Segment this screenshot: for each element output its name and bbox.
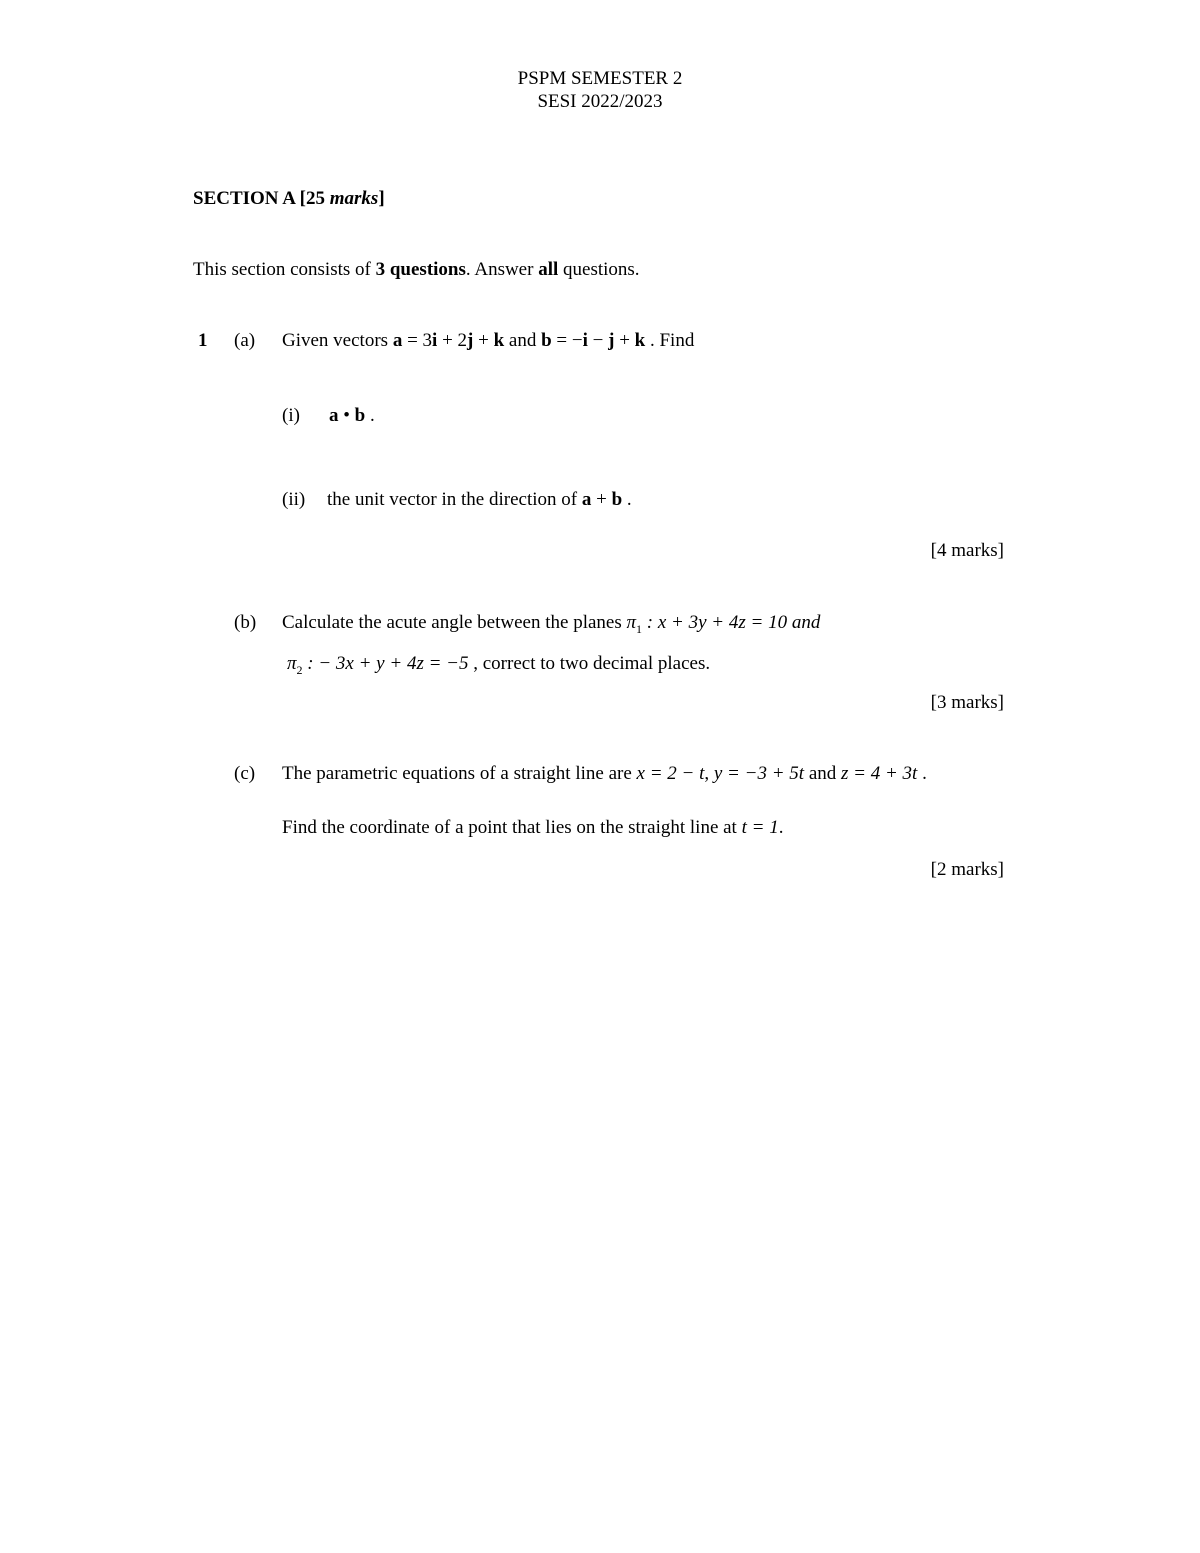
- param-z: z = 4 + 3t: [841, 763, 918, 784]
- param-t: t = 1: [741, 817, 779, 838]
- part-b-text-post: , correct to two decimal places.: [468, 653, 711, 674]
- section-title-prefix: SECTION A [25: [193, 188, 330, 209]
- eq-a: = 3: [402, 330, 433, 351]
- pi-subscript-1: 1: [636, 622, 643, 636]
- eq-b: = −: [551, 330, 583, 351]
- plus-3: +: [614, 330, 635, 351]
- param-y: y = −3 + 5t: [713, 763, 805, 784]
- instruction-post: questions.: [558, 259, 640, 280]
- unit-k: k: [493, 330, 505, 351]
- dot-vector-a: a: [329, 405, 339, 426]
- question-number: 1: [198, 330, 208, 351]
- minus: −: [587, 330, 609, 351]
- instruction-mid: . Answer: [465, 259, 539, 280]
- pi-subscript-2: 2: [296, 663, 303, 677]
- part-a-i-text: [329, 405, 375, 427]
- part-c-marks: [2 marks]: [930, 859, 1004, 880]
- vector-b: b: [541, 330, 552, 351]
- unit-j-2: j: [608, 330, 615, 351]
- part-c-label: (c): [234, 763, 256, 784]
- instruction-bold-all: all: [538, 259, 559, 280]
- part-c-text-pre: The parametric equations of a straight line are: [282, 763, 637, 784]
- sum-plus: +: [591, 489, 612, 510]
- and-word: and: [504, 330, 542, 351]
- section-title: [193, 188, 385, 210]
- instruction-pre: This section consists of: [193, 259, 376, 280]
- unit-i-2: i: [582, 330, 588, 351]
- part-b-line-2: [287, 653, 710, 675]
- part-c-line-1: [282, 763, 927, 785]
- part-b-text-pre: Calculate the acute angle between the planes: [282, 612, 627, 633]
- instruction-bold-questions: 3 questions: [375, 259, 466, 280]
- section-title-italic: marks: [329, 188, 379, 209]
- sum-end: .: [622, 489, 632, 510]
- header-line-1: PSPM SEMESTER 2: [517, 68, 683, 89]
- section-instruction: [193, 259, 640, 281]
- unit-i: i: [432, 330, 438, 351]
- part-c-line-2-end: .: [778, 817, 784, 838]
- plus-2: + 2: [437, 330, 468, 351]
- unit-j: j: [467, 330, 474, 351]
- plus: +: [473, 330, 494, 351]
- dot-vector-b: b: [354, 405, 366, 426]
- param-x: x = 2 − t: [636, 763, 705, 784]
- plane-1-equation: : x + 3y + 4z = 10 and: [642, 612, 821, 633]
- param-and: and: [804, 763, 841, 784]
- section-title-suffix: ]: [378, 188, 385, 209]
- part-a-text: [282, 330, 694, 352]
- part-a-label: (a): [234, 330, 256, 351]
- sum-vector-a: a: [581, 489, 592, 510]
- part-a-ii-text: [327, 489, 632, 511]
- plane-2-equation: : − 3x + y + 4z = −5: [302, 653, 469, 674]
- param-comma: ,: [704, 763, 714, 784]
- part-a-marks: [4 marks]: [930, 540, 1004, 561]
- part-c-line-1-end: .: [917, 763, 927, 784]
- part-c-line-2: [282, 817, 783, 839]
- part-b-marks: [3 marks]: [930, 692, 1004, 713]
- pi-symbol-2: π: [287, 653, 297, 674]
- part-c-text-2: Find the coordinate of a point that lies on the straight line at: [282, 817, 742, 838]
- part-a-text-post: . Find: [645, 330, 695, 351]
- part-a-i-label: (i): [282, 405, 300, 426]
- sum-vector-b: b: [611, 489, 623, 510]
- part-b-label: (b): [234, 612, 257, 633]
- unit-k-2: k: [634, 330, 646, 351]
- pi-symbol-1: π: [626, 612, 637, 633]
- part-a-text-pre: Given vectors: [282, 330, 393, 351]
- dot-operator: •: [338, 405, 355, 426]
- part-b-line-1: [282, 612, 820, 634]
- part-a-ii-desc: the unit vector in the direction of: [327, 489, 582, 510]
- part-a-ii-label: (ii): [282, 489, 306, 510]
- dot-end: .: [365, 405, 375, 426]
- header-line-2: SESI 2022/2023: [537, 91, 663, 112]
- vector-a: a: [392, 330, 403, 351]
